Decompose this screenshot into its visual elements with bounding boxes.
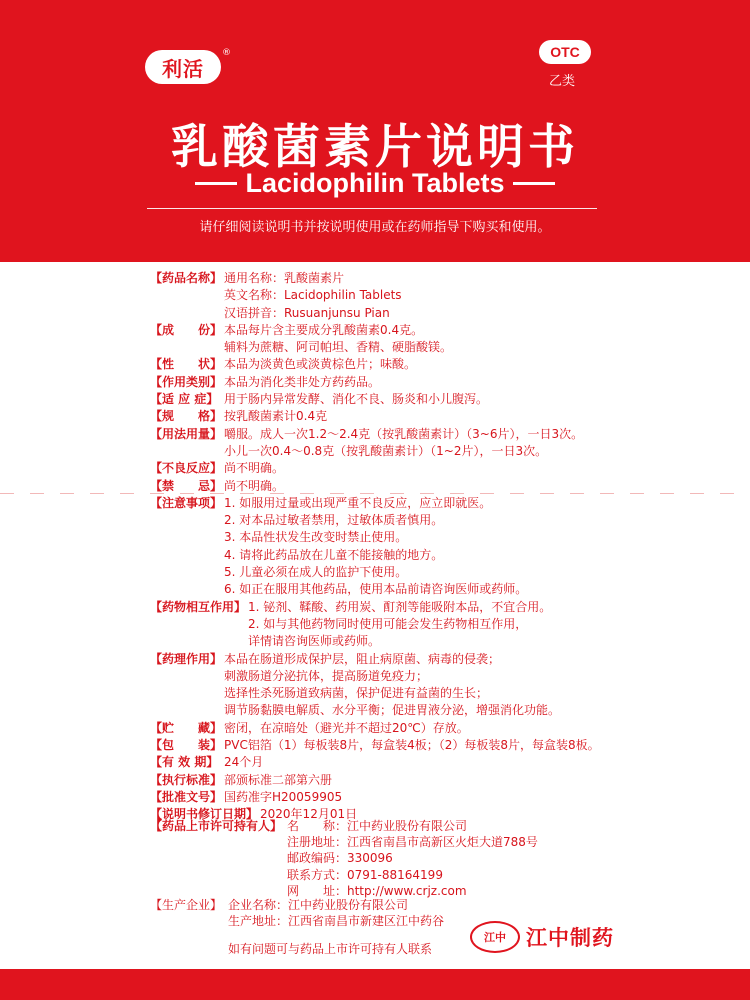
section-label: 【药理作用】: [150, 651, 223, 666]
section-label: 【包 装】: [150, 738, 223, 753]
section-text: 用于肠内异常发酵、消化不良、肠炎和小儿腹泻。: [224, 392, 489, 407]
detail-value: http://www.crjz.com: [347, 883, 467, 898]
section-values: [224, 772, 610, 789]
section-values: [224, 391, 610, 408]
section-row: [150, 651, 610, 720]
section-values: [224, 374, 610, 391]
section-label: 【用法用量】: [150, 426, 223, 441]
section-text: 本品在肠道形成保护层，阻止病原菌、病毒的侵袭；: [224, 651, 501, 666]
section-row: [150, 495, 610, 599]
section-row: [150, 772, 610, 789]
detail-key: 网 址：: [287, 883, 348, 898]
section-text: 刺激肠道分泌抗体，提高肠道免疫力；: [224, 668, 429, 683]
leaflet-body: [150, 270, 610, 824]
left-dash: [195, 182, 237, 185]
company-name: 江中制药: [526, 926, 614, 950]
section-text: 选择性杀死肠道致病菌，保护促进有益菌的生长；: [224, 686, 489, 701]
section-text: 嚼服。成人一次1.2～2.4克（按乳酸菌素计）（3~6片），一日3次。: [224, 426, 584, 441]
section-values: [224, 720, 610, 737]
detail-value: 0791-88164199: [347, 867, 443, 882]
detail-value: 330096: [347, 851, 393, 866]
section-label: 【药物相互作用】: [150, 599, 247, 614]
section-values: [224, 651, 610, 720]
section-text: 详情请咨询医师或药师。: [248, 634, 381, 649]
detail-key: 生产地址：: [228, 914, 289, 929]
section-text: 密闭，在凉暗处（避光并不超过20℃）存放。: [224, 720, 469, 735]
company-logo-mark: 江中: [470, 921, 520, 953]
section-text: 按乳酸菌素计0.4克: [224, 409, 328, 424]
section-text: 2. 对本品过敏者禁用，过敏体质者慎用。: [224, 513, 444, 528]
section-text: 1. 铋剂、鞣酸、药用炭、酊剂等能吸附本品，不宜合用。: [248, 599, 552, 614]
section-row: [150, 426, 610, 461]
section-text: 本品为消化类非处方药药品。: [224, 374, 381, 389]
section-label: 【批准文号】: [150, 789, 223, 804]
section-values: [248, 599, 610, 651]
footer-banner: [0, 969, 750, 1000]
section-row: [150, 720, 610, 737]
section-values: [224, 737, 610, 754]
section-row: [150, 478, 610, 495]
company-brand: [470, 920, 614, 954]
section-text: 尚不明确。: [224, 461, 285, 476]
section-row: [150, 754, 610, 771]
section-text: 6. 如正在服用其他药品，使用本品前请咨询医师或药师。: [224, 582, 528, 597]
section-label: 【执行标准】: [150, 772, 223, 787]
detail-key: 注册地址：: [287, 835, 348, 850]
holder-label: 【药品上市许可持有人】: [150, 819, 283, 833]
section-text: 小儿一次0.4～0.8克（按乳酸菌素计）（1~2片），一日3次。: [224, 443, 548, 458]
section-text: 通用名称：乳酸菌素片: [224, 271, 345, 285]
section-values: [224, 789, 610, 806]
contact-note: 如有问题可与药品上市许可持有人联系: [227, 942, 432, 956]
section-text: 5. 儿童必须在成人的监护下使用。: [224, 565, 408, 580]
section-text: 辅料为蔗糖、阿司帕坦、香精、硬脂酸镁。: [224, 340, 453, 355]
section-text: 汉语拼音：Rusuanjunsu Pian: [224, 305, 390, 320]
holder-details: [287, 818, 538, 899]
otc-badge: OTC: [539, 40, 591, 64]
section-label: 【成 份】: [150, 322, 223, 337]
section-text: 2020年12月01日: [260, 807, 358, 822]
document-title: 乳酸菌素片说明书: [171, 120, 579, 175]
section-text: 1. 如服用过量或出现严重不良反应，应立即就医。: [224, 495, 492, 510]
section-values: [224, 754, 610, 771]
header-banner: [0, 0, 750, 262]
section-row: [150, 789, 610, 806]
section-values: [224, 356, 610, 373]
section-row: [150, 408, 610, 425]
section-text: 3. 本品性状发生改变时禁止使用。: [224, 530, 408, 545]
section-row: [150, 737, 610, 754]
section-label: 【药品名称】: [150, 271, 223, 285]
brand-logo: 利活: [145, 50, 221, 84]
section-text: 4. 请将此药品放在儿童不能接触的地方。: [224, 547, 444, 562]
section-text: PVC铝箔（1）每板装8片，每盒装4板；（2）每板装8片，每盒装8板。: [224, 738, 600, 753]
section-row: [150, 599, 610, 651]
section-label: 【贮 藏】: [150, 720, 223, 735]
section-row: [150, 391, 610, 408]
detail-value: 江西省南昌市高新区火炬大道788号: [347, 835, 538, 850]
section-text: 尚不明确。: [224, 478, 285, 493]
detail-key: 名 称：: [287, 819, 348, 833]
section-text: 调节肠黏膜电解质、水分平衡；促进胃液分泌，增强消化功能。: [224, 703, 561, 718]
maker-details: [228, 897, 444, 929]
section-label: 【适 应 症】: [150, 392, 219, 407]
section-row: [150, 460, 610, 477]
section-row: [150, 356, 610, 373]
section-label: 【禁 忌】: [150, 478, 223, 493]
section-label: 【有 效 期】: [150, 755, 219, 770]
detail-key: 联系方式：: [287, 867, 348, 882]
section-text: 国药准字H20059905: [224, 789, 343, 804]
detail-value: 江西省南昌市新建区江中药谷: [288, 914, 445, 929]
section-values: [224, 426, 610, 461]
section-text: 24个月: [224, 755, 264, 770]
section-values: [224, 408, 610, 425]
detail-value: 江中药业股份有限公司: [347, 819, 468, 833]
usage-warning: 请仔细阅读说明书并按说明使用或在药师指导下购买和使用。: [199, 220, 551, 235]
section-text: 英文名称：Lacidophilin Tablets: [224, 288, 402, 303]
section-label: 【作用类别】: [150, 374, 223, 389]
detail-key: 邮政编码：: [287, 851, 348, 866]
section-values: [224, 478, 610, 495]
maker-label: 【生产企业】: [150, 898, 223, 912]
section-values: [224, 322, 610, 357]
section-text: 本品每片含主要成分乳酸菌素0.4克。: [224, 322, 424, 337]
detail-row: [287, 818, 538, 834]
english-title: Lacidophilin Tablets: [245, 167, 505, 198]
section-label: 【不良反应】: [150, 461, 223, 476]
header-divider: [147, 208, 597, 209]
section-values: [224, 270, 610, 322]
subtitle-line: [195, 165, 555, 201]
detail-row: [287, 867, 538, 883]
section-text: 2. 如与其他药物同时使用可能会发生药物相互作用，: [248, 616, 528, 631]
section-values: [224, 460, 610, 477]
otc-class: 乙类: [549, 74, 576, 89]
section-label: 【说明书修订日期】: [150, 807, 259, 822]
section-label: 【规 格】: [150, 409, 223, 424]
section-text: 本品为淡黄色或淡黄棕色片；味酸。: [224, 357, 417, 372]
right-dash: [513, 182, 555, 185]
section-values: [224, 495, 610, 599]
detail-row: [287, 850, 538, 866]
section-label: 【性 状】: [150, 357, 223, 372]
section-label: 【注意事项】: [150, 495, 223, 510]
registered-mark: ®: [222, 48, 231, 58]
detail-row: [287, 834, 538, 850]
section-row: [150, 270, 610, 322]
section-row: [150, 374, 610, 391]
detail-value: 江中药业股份有限公司: [288, 898, 409, 912]
detail-row: [228, 897, 444, 913]
section-row: [150, 322, 610, 357]
detail-key: 企业名称：: [228, 898, 289, 912]
section-text: 部颁标准二部第六册: [224, 772, 333, 787]
detail-row: [228, 913, 444, 929]
